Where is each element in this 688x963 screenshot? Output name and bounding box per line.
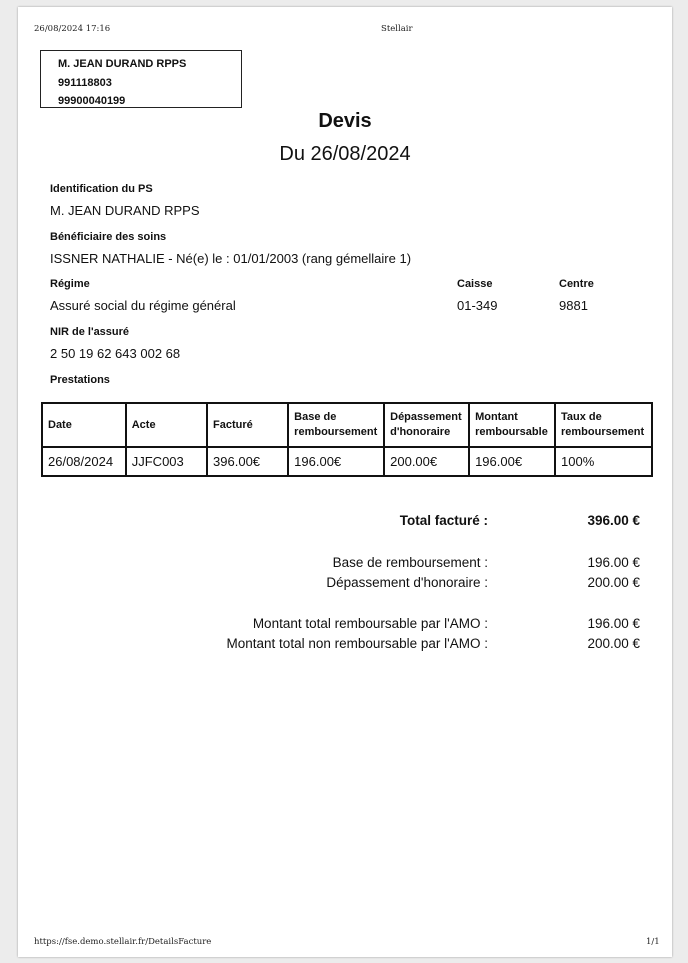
table-header-row xyxy=(42,403,652,447)
amo-remboursable-value: 196.00 € xyxy=(587,616,640,631)
cell-date: 26/08/2024 xyxy=(42,447,126,476)
col-header-montant: Montant remboursable xyxy=(469,403,555,447)
col-header-date: Date xyxy=(42,403,126,447)
amo-remboursable-label: Montant total remboursable par l'AMO : xyxy=(252,616,488,631)
amo-non-remboursable-label: Montant total non remboursable par l'AMO : xyxy=(226,636,488,651)
caisse-label: Caisse xyxy=(457,278,493,290)
document-date: Du 26/08/2024 xyxy=(279,143,411,165)
regime-value: Assuré social du régime général xyxy=(50,298,236,313)
document-title: Devis xyxy=(318,110,372,132)
identification-value: M. JEAN DURAND RPPS xyxy=(50,203,200,218)
centre-label: Centre xyxy=(559,278,594,290)
prestations-table xyxy=(41,402,653,477)
print-page-number: 1/1 xyxy=(646,937,660,947)
amo-non-remboursable-value: 200.00 € xyxy=(587,636,640,651)
print-url: https://fse.demo.stellair.fr/DetailsFacture xyxy=(34,937,212,947)
col-header-acte: Acte xyxy=(126,403,207,447)
beneficiaire-value: ISSNER NATHALIE - Né(e) le : 01/01/2003 (rang gémellaire 1) xyxy=(50,251,412,266)
col-header-base: Base de remboursement xyxy=(288,403,384,447)
col-header-facture: Facturé xyxy=(207,403,288,447)
ps-identity-box xyxy=(40,50,242,108)
col-header-depassement: Dépassement d'honoraire xyxy=(384,403,469,447)
total-facture-label: Total facturé : xyxy=(399,513,488,528)
base-value: 196.00 € xyxy=(587,555,640,570)
nir-value: 2 50 19 62 643 002 68 xyxy=(50,346,181,361)
print-title: Stellair xyxy=(381,24,413,34)
cell-acte: JJFC003 xyxy=(126,447,207,476)
nir-label: NIR de l'assuré xyxy=(50,326,130,338)
cell-montant: 196.00€ xyxy=(469,447,555,476)
regime-label: Régime xyxy=(50,278,90,290)
total-facture-value: 396.00 € xyxy=(587,513,640,528)
identification-label: Identification du PS xyxy=(50,183,153,195)
table-row xyxy=(42,447,652,476)
centre-value: 9881 xyxy=(559,298,588,313)
beneficiaire-label: Bénéficiaire des soins xyxy=(50,231,167,243)
prestations-label: Prestations xyxy=(50,374,110,386)
document-page xyxy=(18,7,672,957)
ps-box-name: M. JEAN DURAND RPPS xyxy=(58,58,187,70)
cell-taux: 100% xyxy=(555,447,652,476)
print-datetime: 26/08/2024 17:16 xyxy=(34,24,111,34)
cell-base: 196.00€ xyxy=(288,447,384,476)
ps-box-line2: 991118803 xyxy=(58,76,112,89)
caisse-value: 01-349 xyxy=(457,298,498,313)
depassement-value: 200.00 € xyxy=(587,575,640,590)
cell-facture: 396.00€ xyxy=(207,447,288,476)
base-label: Base de remboursement : xyxy=(332,555,488,570)
depassement-label: Dépassement d'honoraire : xyxy=(326,575,488,590)
ps-box-line3: 99900040199 xyxy=(58,95,126,107)
col-header-taux: Taux de remboursement xyxy=(555,403,652,447)
cell-depassement: 200.00€ xyxy=(384,447,469,476)
